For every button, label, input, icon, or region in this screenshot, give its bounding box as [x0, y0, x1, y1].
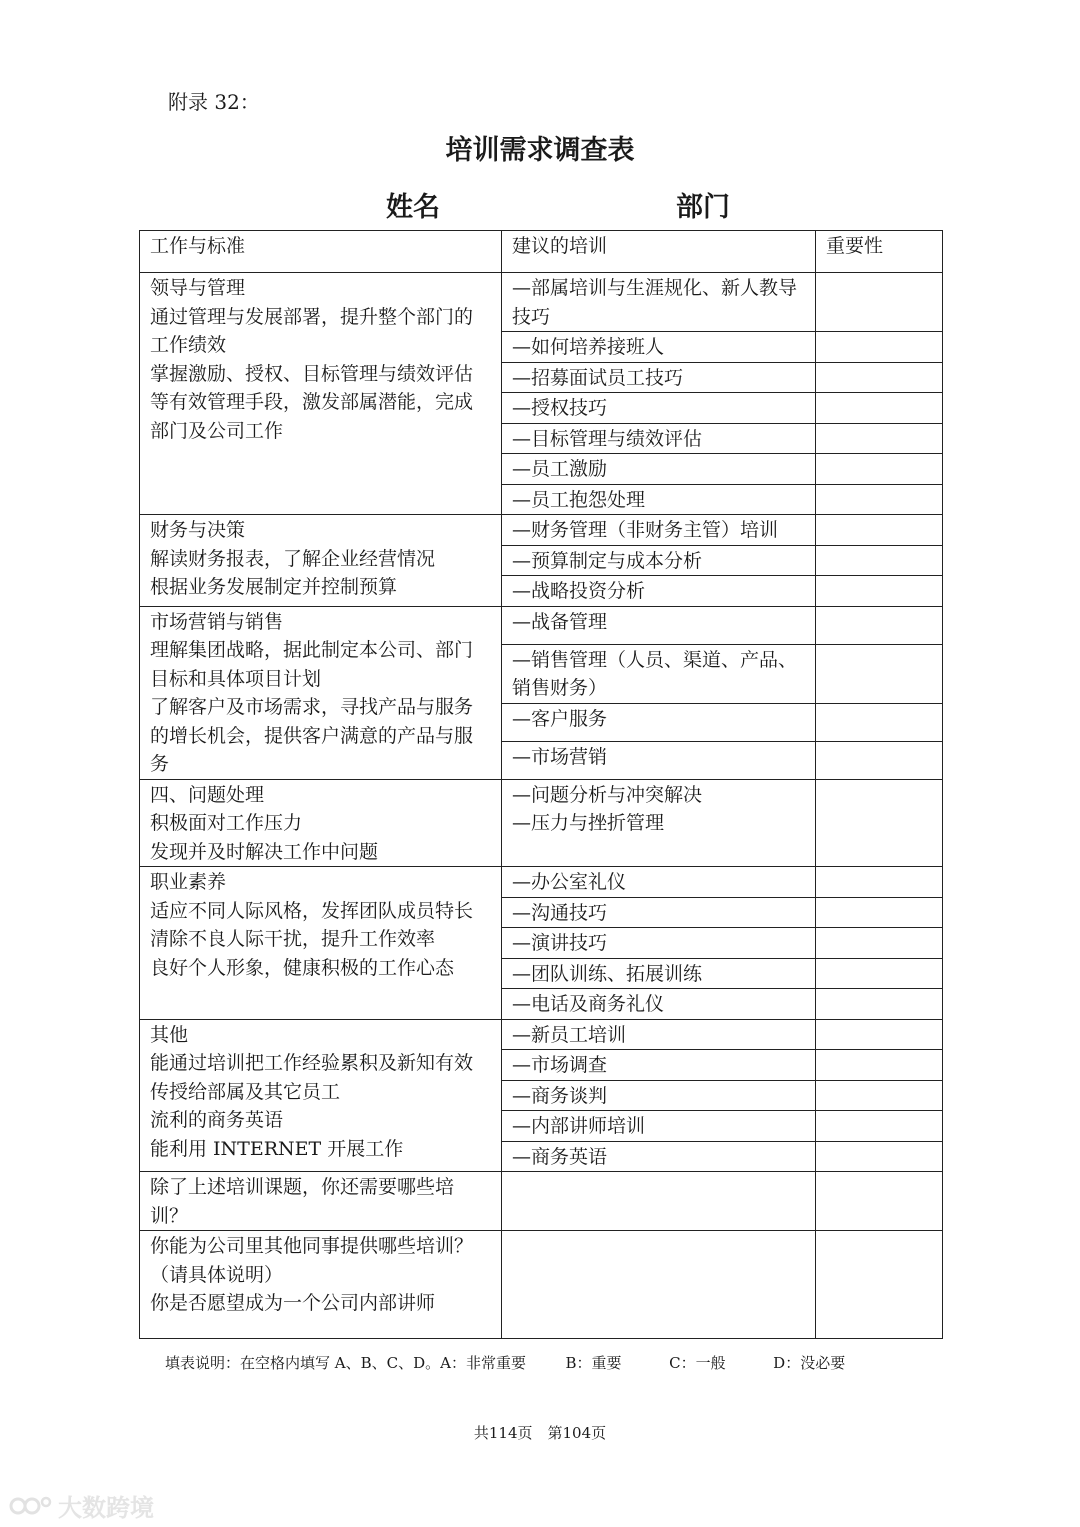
criteria-text: 积极面对工作压力: [150, 812, 303, 834]
column-header-importance: 重要性: [816, 231, 943, 273]
criteria-cell: [140, 273, 502, 515]
criteria-text: 发现并及时解决工作中问题: [150, 840, 379, 863]
question-cell: [140, 1231, 502, 1339]
table-row: [140, 273, 943, 332]
course-cell: —员工激励: [502, 454, 816, 485]
course-cell: —招募面试员工技巧: [502, 362, 816, 393]
table-row: [140, 515, 943, 546]
criteria-text: 解读财务报表，了解企业经营情况: [150, 547, 436, 570]
course-cell: —商务英语: [502, 1141, 816, 1172]
option-c: C：一般: [669, 1354, 726, 1372]
table-row: [140, 606, 943, 644]
importance-input-cell[interactable]: [816, 515, 943, 546]
course-cell: —内部讲师培训: [502, 1111, 816, 1142]
criteria-cell: [140, 867, 502, 1020]
importance-input-cell[interactable]: [816, 545, 943, 576]
importance-input-cell[interactable]: [816, 1019, 943, 1050]
course-cell: —客户服务: [502, 703, 816, 741]
criteria-text: 通过管理与发展部署，提升整个部门的工作绩效: [150, 305, 474, 356]
name-label: 姓名: [386, 192, 440, 223]
importance-input-cell[interactable]: [816, 703, 943, 741]
course-cell: —战备管理: [502, 606, 816, 644]
importance-input-cell[interactable]: [816, 741, 943, 779]
course-item: —问题分析与冲突解决: [512, 783, 703, 806]
criteria-cell: [140, 515, 502, 607]
question-text: 你是否愿望成为一个公司内部讲师: [150, 1292, 436, 1314]
option-b: B：重要: [565, 1354, 622, 1372]
criteria-cell: [140, 779, 502, 867]
importance-input-cell[interactable]: [816, 423, 943, 454]
importance-input-cell[interactable]: [816, 454, 943, 485]
criteria-text: 能利用 INTERNET 开展工作: [150, 1137, 404, 1160]
table-row: [140, 1231, 943, 1339]
importance-input-cell[interactable]: [816, 362, 943, 393]
appendix-label: 附录 32：: [168, 90, 260, 114]
question-cell: 除了上述培训课题，你还需要哪些培训？: [140, 1172, 502, 1231]
department-label: 部门: [676, 192, 730, 223]
section-title: 市场营销与销售: [150, 610, 284, 633]
course-cell: —销售管理（人员、渠道、产品、销售财务）: [502, 644, 816, 703]
criteria-text: 适应不同人际风格，发挥团队成员特长: [150, 899, 474, 922]
column-header-courses: 建议的培训: [502, 231, 816, 273]
importance-input-cell[interactable]: [816, 1172, 943, 1231]
survey-table: [139, 230, 943, 1339]
course-cell: —部属培训与生涯规化、新人教导技巧: [502, 273, 816, 332]
course-cell: —新员工培训: [502, 1019, 816, 1050]
criteria-text: 清除不良人际干扰，提升工作效率: [150, 928, 436, 950]
importance-input-cell[interactable]: [816, 779, 943, 867]
question-text: 你能为公司里其他同事提供哪些培训？（请具体说明）: [150, 1235, 474, 1286]
page-title: 培训需求调查表: [445, 135, 635, 166]
table-row: [140, 1019, 943, 1050]
fill-instructions: [165, 1352, 845, 1373]
course-cell: —沟通技巧: [502, 897, 816, 928]
course-cell: —市场调查: [502, 1050, 816, 1081]
course-cell: —财务管理（非财务主管）培训: [502, 515, 816, 546]
course-cell: —目标管理与绩效评估: [502, 423, 816, 454]
criteria-text: 根据业务发展制定并控制预算: [150, 576, 398, 598]
course-item: —压力与挫折管理: [512, 812, 665, 834]
importance-input-cell[interactable]: [816, 1141, 943, 1172]
importance-input-cell[interactable]: [816, 1080, 943, 1111]
importance-input-cell[interactable]: [816, 393, 943, 424]
course-cell: —如何培养接班人: [502, 332, 816, 363]
course-cell: —演讲技巧: [502, 928, 816, 959]
section-title: 其他: [150, 1023, 189, 1046]
course-cell: —授权技巧: [502, 393, 816, 424]
course-cell: —商务谈判: [502, 1080, 816, 1111]
course-cell: —办公室礼仪: [502, 867, 816, 898]
watermark: [8, 1488, 154, 1523]
importance-input-cell[interactable]: [816, 1050, 943, 1081]
instructions-text: 填表说明：在空格内填写 A、B、C、D。A：非常重要: [165, 1354, 526, 1372]
criteria-text: 掌握激励、授权、目标管理与绩效评估等有效管理手段，激发部属潜能，完成部门及公司工作: [150, 362, 474, 442]
course-cell: —市场营销: [502, 741, 816, 779]
course-cell: —电话及商务礼仪: [502, 989, 816, 1020]
table-row: [140, 1172, 943, 1231]
importance-input-cell[interactable]: [816, 273, 943, 332]
watermark-logo-icon: [8, 1492, 52, 1520]
table-row: [140, 779, 943, 867]
criteria-text: 了解客户及市场需求，寻找产品与服务的增长机会，提供客户满意的产品与服务: [150, 696, 474, 775]
section-title: 领导与管理: [150, 277, 246, 299]
criteria-cell: [140, 606, 502, 779]
section-title: 财务与决策: [150, 519, 246, 541]
importance-input-cell[interactable]: [816, 576, 943, 607]
importance-input-cell[interactable]: [816, 332, 943, 363]
course-cell: [502, 779, 816, 867]
importance-input-cell[interactable]: [816, 644, 943, 703]
importance-input-cell[interactable]: [816, 484, 943, 515]
course-cell: —预算制定与成本分析: [502, 545, 816, 576]
answer-cell[interactable]: [502, 1172, 816, 1231]
importance-input-cell[interactable]: [816, 958, 943, 989]
criteria-text: 流利的商务英语: [150, 1109, 284, 1131]
criteria-cell: [140, 1019, 502, 1172]
section-title: 四、问题处理: [150, 783, 265, 806]
criteria-text: 能通过培训把工作经验累积及新知有效传授给部属及其它员工: [150, 1052, 474, 1103]
importance-input-cell[interactable]: [816, 1231, 943, 1339]
page-number: 共114页 第104页: [473, 1424, 607, 1442]
table-row: [140, 867, 943, 898]
table-header-row: [140, 231, 943, 273]
importance-input-cell[interactable]: [816, 928, 943, 959]
section-title: 职业素养: [150, 871, 227, 893]
importance-input-cell[interactable]: [816, 606, 943, 644]
answer-cell[interactable]: [502, 1231, 816, 1339]
importance-input-cell[interactable]: [816, 989, 943, 1020]
importance-input-cell[interactable]: [816, 897, 943, 928]
option-d: D：没必要: [773, 1354, 846, 1372]
criteria-text: 良好个人形象，健康积极的工作心态: [150, 956, 455, 979]
watermark-text: 大数跨境: [58, 1494, 154, 1522]
course-cell: —战略投资分析: [502, 576, 816, 607]
column-header-criteria: 工作与标准: [140, 231, 502, 273]
importance-input-cell[interactable]: [816, 867, 943, 898]
course-cell: —员工抱怨处理: [502, 484, 816, 515]
importance-input-cell[interactable]: [816, 1111, 943, 1142]
course-cell: —团队训练、拓展训练: [502, 958, 816, 989]
criteria-text: 理解集团战略，据此制定本公司、部门目标和具体项目计划: [150, 639, 474, 690]
